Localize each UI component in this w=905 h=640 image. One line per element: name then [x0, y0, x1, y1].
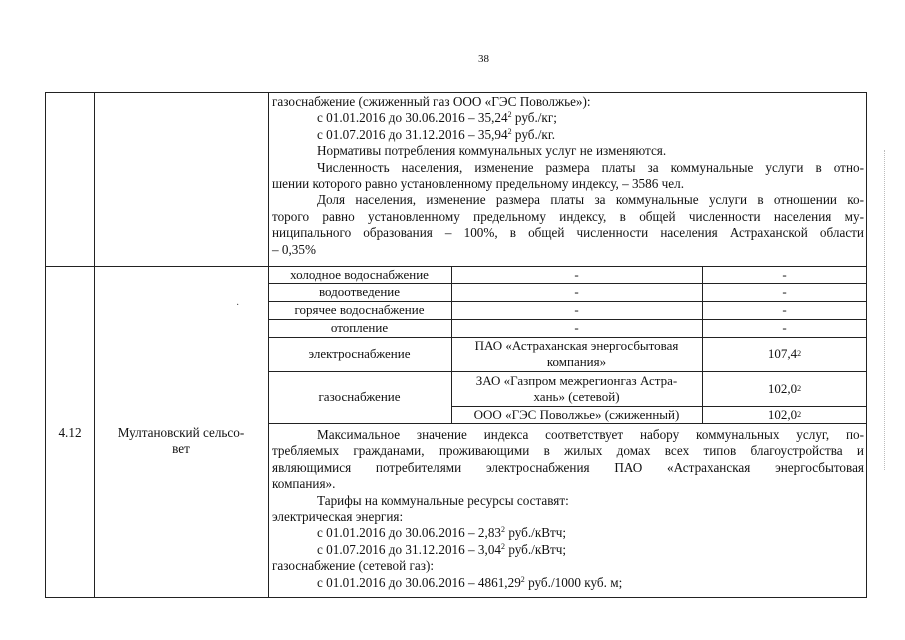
service-name: электроснабжение [308, 346, 411, 361]
max-index-text: компания». [272, 476, 336, 492]
gas-network-heading: газоснабжение (сетевой газ): [272, 558, 435, 574]
electricity-heading: электрическая энергия: [272, 508, 404, 524]
scan-edge-marks [884, 150, 885, 470]
population-text: шении которого равно установленному предельному индексу, – 3586 чел. [272, 175, 685, 191]
row-number: 4.12 [58, 425, 82, 440]
services-bottom-rule [268, 423, 867, 424]
tariff-line: с 01.01.2016 до 30.06.2016 – 35,24$^2$ руб./кг; [317, 110, 557, 126]
tariff-line: с 01.07.2016 до 31.12.2016 – 3,04$^2$ руб./кВтч; [317, 541, 567, 557]
top-text-block [272, 94, 864, 258]
tariff-line: с 01.01.2016 до 30.06.2016 – 2,83$^2$ руб./кВтч; [317, 525, 567, 541]
service-provider: ЗАО «Газпром межрегионгаз Астра- хань» (сетевой) [475, 372, 678, 404]
service-provider: - [574, 302, 579, 317]
table-top-rule [45, 92, 867, 93]
service-name: водоотведение [318, 284, 401, 299]
share-text: – 0,35% [272, 241, 316, 257]
service-index: 102,0 2 [767, 406, 802, 422]
service-name: горячее водоснабжение [294, 302, 425, 317]
service-index: 102,0 2 [767, 380, 802, 396]
services-table [268, 266, 867, 424]
tariff-line: с 01.07.2016 до 31.12.2016 – 35,94$^2$ руб./кг. [317, 126, 556, 142]
service-provider: - [574, 320, 579, 335]
max-index-text: являющимися потребителями электроснабжения ПАО «Астраханская энергосбытовая [272, 459, 864, 475]
service-index: - [782, 284, 787, 299]
gas-liquefied-heading: газоснабжение (сжиженный газ ООО «ГЭС Поволжье»): [272, 94, 591, 109]
bottom-text-block [272, 427, 864, 591]
page-number: 38 [478, 53, 489, 65]
service-name: отопление [330, 320, 389, 335]
population-text: Численность населения, изменение размера платы за коммунальные услуги в отно- [317, 159, 864, 175]
service-provider: ООО «ГЭС Поволжье» (сжиженный) [473, 406, 680, 422]
tariffs-heading: Тарифы на коммунальные ресурсы составят: [317, 492, 569, 508]
service-name: газоснабжение [318, 389, 401, 404]
share-text: торого равно установленному предельному индексу, в общей численности населения му- [272, 208, 864, 224]
norms-text: Нормативы потребления коммунальных услуг не изменяются. [317, 143, 667, 159]
service-index: 107,4 2 [767, 346, 802, 361]
max-index-text: Максимальное значение индекса соответствует набору коммунальных услуг, по- [317, 427, 864, 442]
col-divider-number [94, 92, 95, 597]
service-provider: - [574, 284, 579, 299]
service-index: - [782, 320, 787, 335]
service-index: - [782, 302, 787, 317]
service-name: холодное водоснабжение [290, 266, 429, 282]
tariff-line: с 01.01.2016 до 30.06.2016 – 4861,29$^2$ руб./1000 куб. м; [317, 574, 623, 590]
service-provider: - [574, 266, 579, 282]
max-index-text: требляемых гражданами, проживающими в жилых домах всех типов благоустройства и [272, 443, 864, 459]
municipality-name: Мултановский сельсо- вет [117, 425, 245, 457]
share-text: ниципального образования – 100%, в общей численности населения Астраханской области [272, 225, 864, 241]
share-text: Доля населения, изменение размера платы за коммунальные услуги в отношении ко- [317, 192, 864, 208]
stray-mark: · [236, 300, 240, 311]
service-provider: ПАО «Астраханская энергосбытовая компания» [474, 338, 679, 369]
service-index: - [782, 266, 787, 282]
